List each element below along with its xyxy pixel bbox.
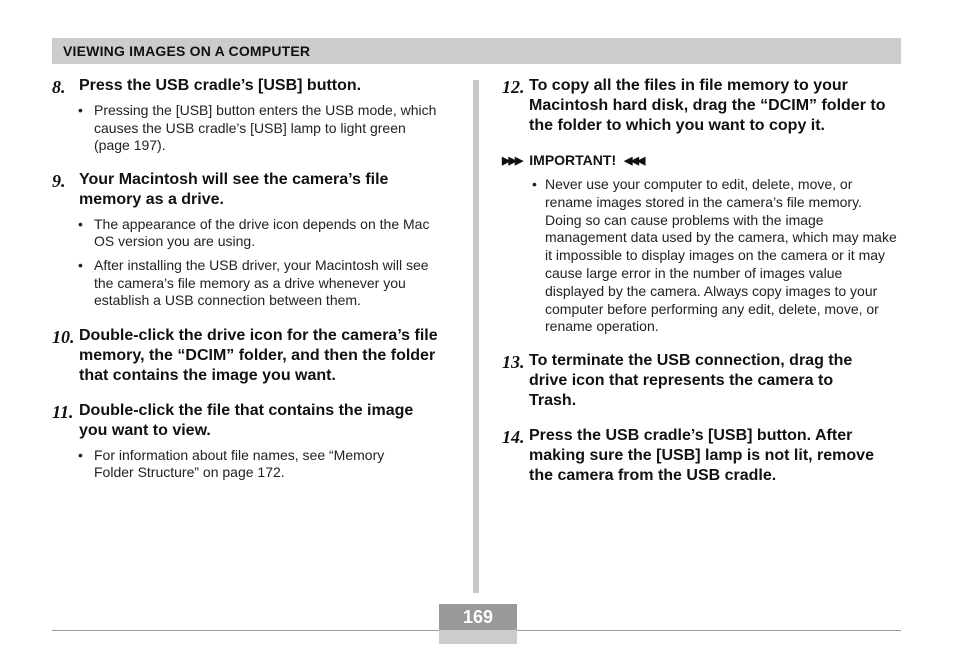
step-number: 11.: [52, 401, 74, 422]
step-text: Press the USB cradle’s [USB] button. After making sure the [USB] lamp is not lit, remove the camera from the USB cradle.: [529, 427, 874, 485]
step-text: To copy all the files in file memory to your Macintosh hard disk, drag the “DCIM” folder to the folder to which you want to copy it.: [529, 77, 886, 134]
step-12: [502, 76, 902, 136]
step-number: 13.: [502, 352, 525, 373]
step-text: To terminate the USB connection, drag the drive icon that represents the camera to Trash.: [529, 352, 853, 410]
step-10: [52, 326, 452, 386]
step-9: [52, 170, 452, 210]
page-number: 169: [439, 604, 517, 630]
bullet-icon: •: [78, 256, 83, 273]
step-number: 9.: [52, 170, 66, 191]
step-text: Double-click the drive icon for the camera’s file memory, the “DCIM” folder, and then the folder that contains the image you want.: [79, 326, 438, 384]
step-number: 8.: [52, 77, 66, 97]
step-13: [502, 351, 902, 411]
bullet-icon: •: [532, 176, 537, 192]
step-number: 10.: [52, 326, 75, 347]
bullet-icon: •: [78, 215, 83, 232]
arrows-left-icon: ◀◀◀: [624, 155, 644, 167]
arrows-right-icon: ▶▶▶: [502, 155, 522, 167]
step-11: [52, 401, 452, 441]
list-item: • After installing the USB driver, your Macintosh will see the camera’s file memory as a drive whenever you establish a USB connection between them.: [78, 256, 429, 309]
bullet-icon: •: [78, 102, 83, 118]
section-header: [52, 38, 901, 64]
step-8: [52, 76, 452, 96]
list-item: • Pressing the [USB] button enters the USB mode, which causes the USB cradle’s [USB] lamp to light green (page 197).: [78, 102, 437, 154]
bullet-icon: •: [78, 446, 83, 463]
step-14: [502, 426, 902, 486]
list-item: • The appearance of the drive icon depends on the Mac OS version you are using.: [78, 215, 430, 250]
page-number-tab: [439, 630, 517, 644]
step-11-notes: [52, 447, 422, 482]
right-column: [502, 76, 902, 486]
step-text: Your Macintosh will see the camera’s file memory as a drive.: [79, 170, 389, 208]
list-item: • For information about file names, see “Memory Folder Structure” on page 172.: [78, 446, 385, 481]
page-number-box: [439, 604, 517, 644]
step-8-notes: [52, 102, 442, 155]
step-9-notes: [52, 216, 442, 310]
step-text: Press the USB cradle’s [USB] button.: [79, 77, 362, 94]
step-number: 12.: [502, 77, 525, 97]
important-text: Never use your computer to edit, delete, move, or rename images stored in the camera’s file memory. Doing so can cause problems with the image management data used by the camera, which may make it impossible to display images on the camera or it may cause large error in the number of images value displayed by the camera. Always copy images to your computer before performing any edit, delete, move, or rename operation.: [545, 176, 897, 335]
column-divider: [473, 80, 479, 593]
step-text: Double-click the file that contains the image you want to view.: [79, 401, 414, 439]
left-column: [52, 76, 452, 482]
important-heading: [502, 152, 902, 170]
important-note: [502, 176, 897, 336]
important-label: IMPORTANT!: [529, 152, 617, 168]
step-number: 14.: [502, 427, 525, 448]
section-title: VIEWING IMAGES ON A COMPUTER: [63, 43, 311, 59]
